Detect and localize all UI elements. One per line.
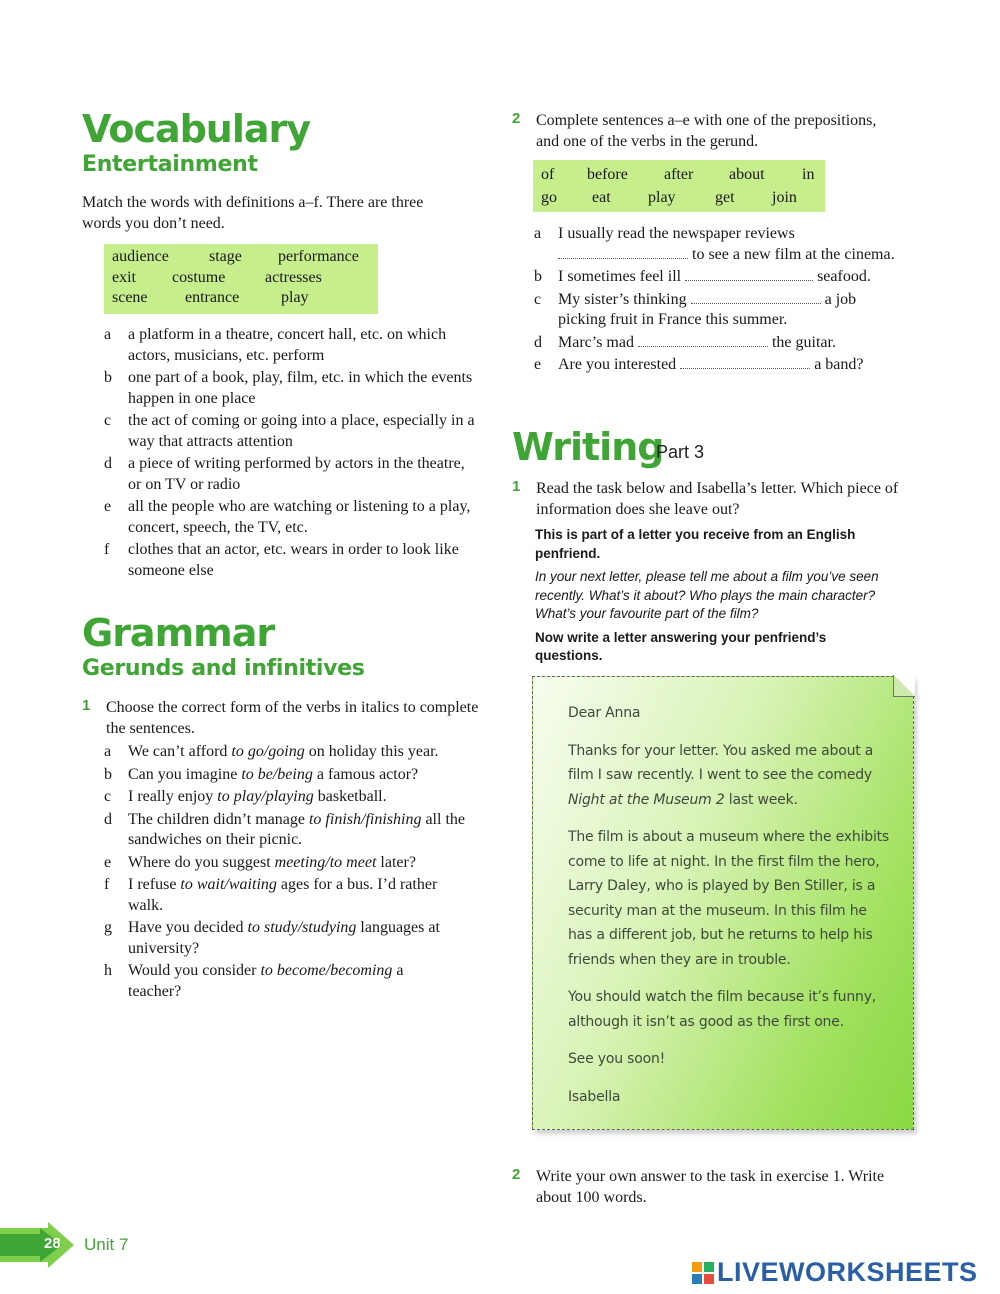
item-text: one part of a book, play, film, etc. in which the events happen in one place <box>128 369 473 407</box>
item-text: Can you imagine <box>128 765 242 783</box>
item-text: I usually read the newspaper reviews <box>558 225 795 242</box>
verb-item: go <box>541 189 557 206</box>
letter-paragraph <box>568 739 893 813</box>
exercise-instruction: Write your own answer to the task in exercise 1. Write about 100 words. <box>536 1168 885 1206</box>
gerund-question-list <box>104 742 489 1004</box>
list-item <box>104 411 479 452</box>
item-text: a job picking fruit in France this summer. <box>558 290 857 328</box>
writing-exercise-2 <box>512 1166 902 1208</box>
item-text: the guitar. <box>771 333 836 351</box>
item-text: later? <box>376 853 416 871</box>
definition-list <box>104 325 479 583</box>
verb-choice[interactable]: to become/becoming <box>260 962 393 979</box>
list-item <box>534 333 904 354</box>
writing-part-label: Part 3 <box>656 442 705 462</box>
verb-choice[interactable]: to wait/waiting <box>180 876 277 893</box>
letter-signature: Isabella <box>568 1088 621 1105</box>
item-text: Marc’s mad <box>558 333 634 351</box>
item-text: We can’t afford <box>128 743 232 760</box>
verb-choice[interactable]: meeting/to meet <box>274 853 377 871</box>
list-item <box>104 787 489 808</box>
list-item <box>104 325 479 366</box>
item-letter: g <box>104 919 112 936</box>
list-item <box>104 497 479 538</box>
model-letter <box>532 676 914 1130</box>
item-text: a piece of writing performed by actors in the theatre, or on TV or radio <box>128 455 465 493</box>
item-letter: h <box>104 962 112 979</box>
list-item <box>534 224 904 265</box>
item-letter: a <box>104 326 112 343</box>
word-item: costume <box>172 268 226 286</box>
word-item: play <box>281 289 309 306</box>
word-item: entrance <box>185 289 240 306</box>
list-item <box>104 540 479 581</box>
letter-closing: See you soon! <box>568 1051 666 1067</box>
letter-paragraph: You should watch the film because it’s funny, although it isn’t as good as the first one. <box>568 989 877 1030</box>
answer-blank[interactable] <box>691 292 821 304</box>
item-letter: e <box>104 498 112 515</box>
list-item <box>104 918 489 959</box>
verb-choice[interactable]: to go/going <box>231 743 305 760</box>
exercise-number: 1 <box>512 478 521 495</box>
verb-choice[interactable]: to be/being <box>241 765 313 783</box>
item-text: I sometimes feel ill <box>558 268 682 285</box>
exercise-instruction: Complete sentences a–e with one of the prepositions, and one of the verbs in the gerund. <box>536 112 877 150</box>
grammar-subtitle: Gerunds and infinitives <box>82 656 365 681</box>
item-letter: c <box>104 412 112 429</box>
item-text: a famous actor? <box>312 765 419 783</box>
preposition-item: before <box>587 166 628 183</box>
answer-blank[interactable] <box>680 357 810 369</box>
writing-exercise-1 <box>512 478 902 520</box>
letter-text: last week. <box>724 791 798 808</box>
exercise-instruction: Choose the correct form of the verbs in italics to complete the sentences. <box>106 699 479 737</box>
list-item <box>534 290 904 331</box>
word-item: scene <box>112 289 148 306</box>
vocabulary-subtitle: Entertainment <box>82 152 258 177</box>
task-prompt: In your next letter, please tell me about a film you’ve seen recently. What’s it about? Who plays the main character? What’s your favourite part of the film? <box>535 569 879 621</box>
item-letter: e <box>534 356 542 373</box>
exercise-number: 2 <box>512 1166 521 1183</box>
vocabulary-word-box <box>104 244 378 314</box>
task-instruction: Now write a letter answering your penfriend’s questions. <box>535 629 827 663</box>
list-item <box>534 355 904 376</box>
item-text: I really enjoy <box>128 788 218 805</box>
item-text: a band? <box>814 356 864 373</box>
answer-blank[interactable] <box>638 335 768 347</box>
unit-label: Unit 7 <box>84 1235 129 1254</box>
item-text: basketball. <box>313 788 387 805</box>
preposition-item: of <box>541 166 555 183</box>
list-item <box>104 742 489 763</box>
item-text: clothes that an actor, etc. wears in order to look like someone else <box>128 541 459 579</box>
page-arrow-icon <box>0 1222 80 1268</box>
task-intro: This is part of a letter you receive from an English penfriend. <box>535 527 856 561</box>
item-letter: d <box>104 810 112 828</box>
list-item <box>104 875 489 916</box>
item-letter: d <box>534 333 542 351</box>
verb-item: play <box>648 189 676 206</box>
gap-fill-list <box>534 224 904 378</box>
item-text: Would you consider <box>128 962 261 979</box>
item-letter: b <box>104 369 112 386</box>
list-item <box>104 961 489 1002</box>
grammar-title: Grammar <box>82 611 275 655</box>
verb-item: join <box>772 189 797 206</box>
item-text: languages at university? <box>128 919 440 957</box>
list-item <box>104 368 479 409</box>
item-letter: e <box>104 853 112 871</box>
word-item: audience <box>112 248 169 265</box>
item-text: all the people who are watching or listening to a play, concert, speech, the TV, etc. <box>128 498 471 536</box>
preposition-item: in <box>802 166 815 183</box>
vocabulary-title: Vocabulary <box>82 107 311 151</box>
list-item <box>104 454 479 495</box>
letter-paragraph: The film is about a museum where the exhibits come to life at night. In the first film the hero, Larry Daley, who is played by Ben Stiller, is a security man at the museum. In this film he has a different job, but he returns to help his friends when they are in trouble. <box>568 829 890 968</box>
list-item <box>104 765 489 786</box>
word-row <box>112 247 370 268</box>
verb-choice[interactable]: to finish/finishing <box>308 810 422 828</box>
answer-blank[interactable] <box>685 269 813 281</box>
list-item <box>104 853 489 874</box>
word-item: performance <box>278 248 359 265</box>
writing-task-box <box>535 526 885 666</box>
page-number: 28 <box>44 1235 61 1252</box>
item-letter: a <box>534 225 542 242</box>
liveworksheets-logo <box>692 1257 978 1288</box>
item-text: all the sandwiches on their picnic. <box>128 810 465 848</box>
item-letter: c <box>534 290 542 308</box>
item-text: My sister’s thinking <box>558 290 687 308</box>
grammar-exercise-1 <box>82 697 482 739</box>
word-item: exit <box>112 268 136 286</box>
item-text: The children didn’t manage <box>128 810 309 828</box>
item-text: ages for a bus. I’d rather walk. <box>128 876 438 914</box>
verb-row <box>541 186 817 209</box>
verb-choice[interactable]: to play/playing <box>217 788 314 805</box>
verb-item: eat <box>592 189 611 206</box>
item-text: Have you decided <box>128 919 248 936</box>
item-text: Where do you suggest <box>128 853 275 871</box>
writing-title: Writing <box>512 425 664 469</box>
list-item <box>534 267 904 288</box>
item-text: Are you interested <box>558 356 677 373</box>
brand-name: LIVEWORKSHEETS <box>717 1257 978 1287</box>
preposition-verb-box <box>533 160 825 212</box>
item-letter: b <box>534 268 542 285</box>
word-row <box>112 268 370 289</box>
item-text: to see a new film at the cinema. <box>692 245 895 263</box>
item-text: seafood. <box>817 268 871 285</box>
vocabulary-instruction: Match the words with definitions a–f. There are three words you don’t need. <box>82 194 424 232</box>
answer-blank[interactable] <box>558 247 688 259</box>
list-item <box>104 810 489 851</box>
verb-choice[interactable]: to study/studying <box>247 919 357 936</box>
film-title: Night at the Museum 2 <box>568 791 725 808</box>
item-letter: c <box>104 788 112 805</box>
preposition-row <box>541 163 817 186</box>
word-item: stage <box>209 248 242 265</box>
item-text: the act of coming or going into a place, especially in a way that attracts attention <box>128 412 475 450</box>
word-row <box>112 288 370 309</box>
preposition-item: after <box>664 166 694 183</box>
letter-greeting: Dear Anna <box>568 705 641 721</box>
item-text: a teacher? <box>128 962 404 1000</box>
item-text: a platform in a theatre, concert hall, etc. on which actors, musicians, etc. perform <box>128 326 447 364</box>
word-item: actresses <box>265 268 322 286</box>
exercise-number: 1 <box>82 697 91 714</box>
item-letter: f <box>104 876 110 893</box>
exercise-number: 2 <box>512 110 521 127</box>
item-letter: d <box>104 455 112 472</box>
exercise-instruction: Read the task below and Isabella’s letter. Which piece of information does she leave out? <box>536 480 899 518</box>
exercise-2-header <box>512 110 902 152</box>
item-text: I refuse <box>128 876 181 893</box>
letter-text: Thanks for your letter. You asked me about a film I saw recently. I went to see the comedy <box>568 742 874 783</box>
item-letter: b <box>104 765 112 783</box>
page-fold-corner <box>893 675 915 697</box>
preposition-item: about <box>729 166 765 183</box>
verb-item: get <box>715 189 735 206</box>
item-text: on holiday this year. <box>304 743 439 760</box>
liveworksheets-logo-icon <box>692 1262 714 1284</box>
item-letter: a <box>104 743 112 760</box>
item-letter: f <box>104 541 110 558</box>
